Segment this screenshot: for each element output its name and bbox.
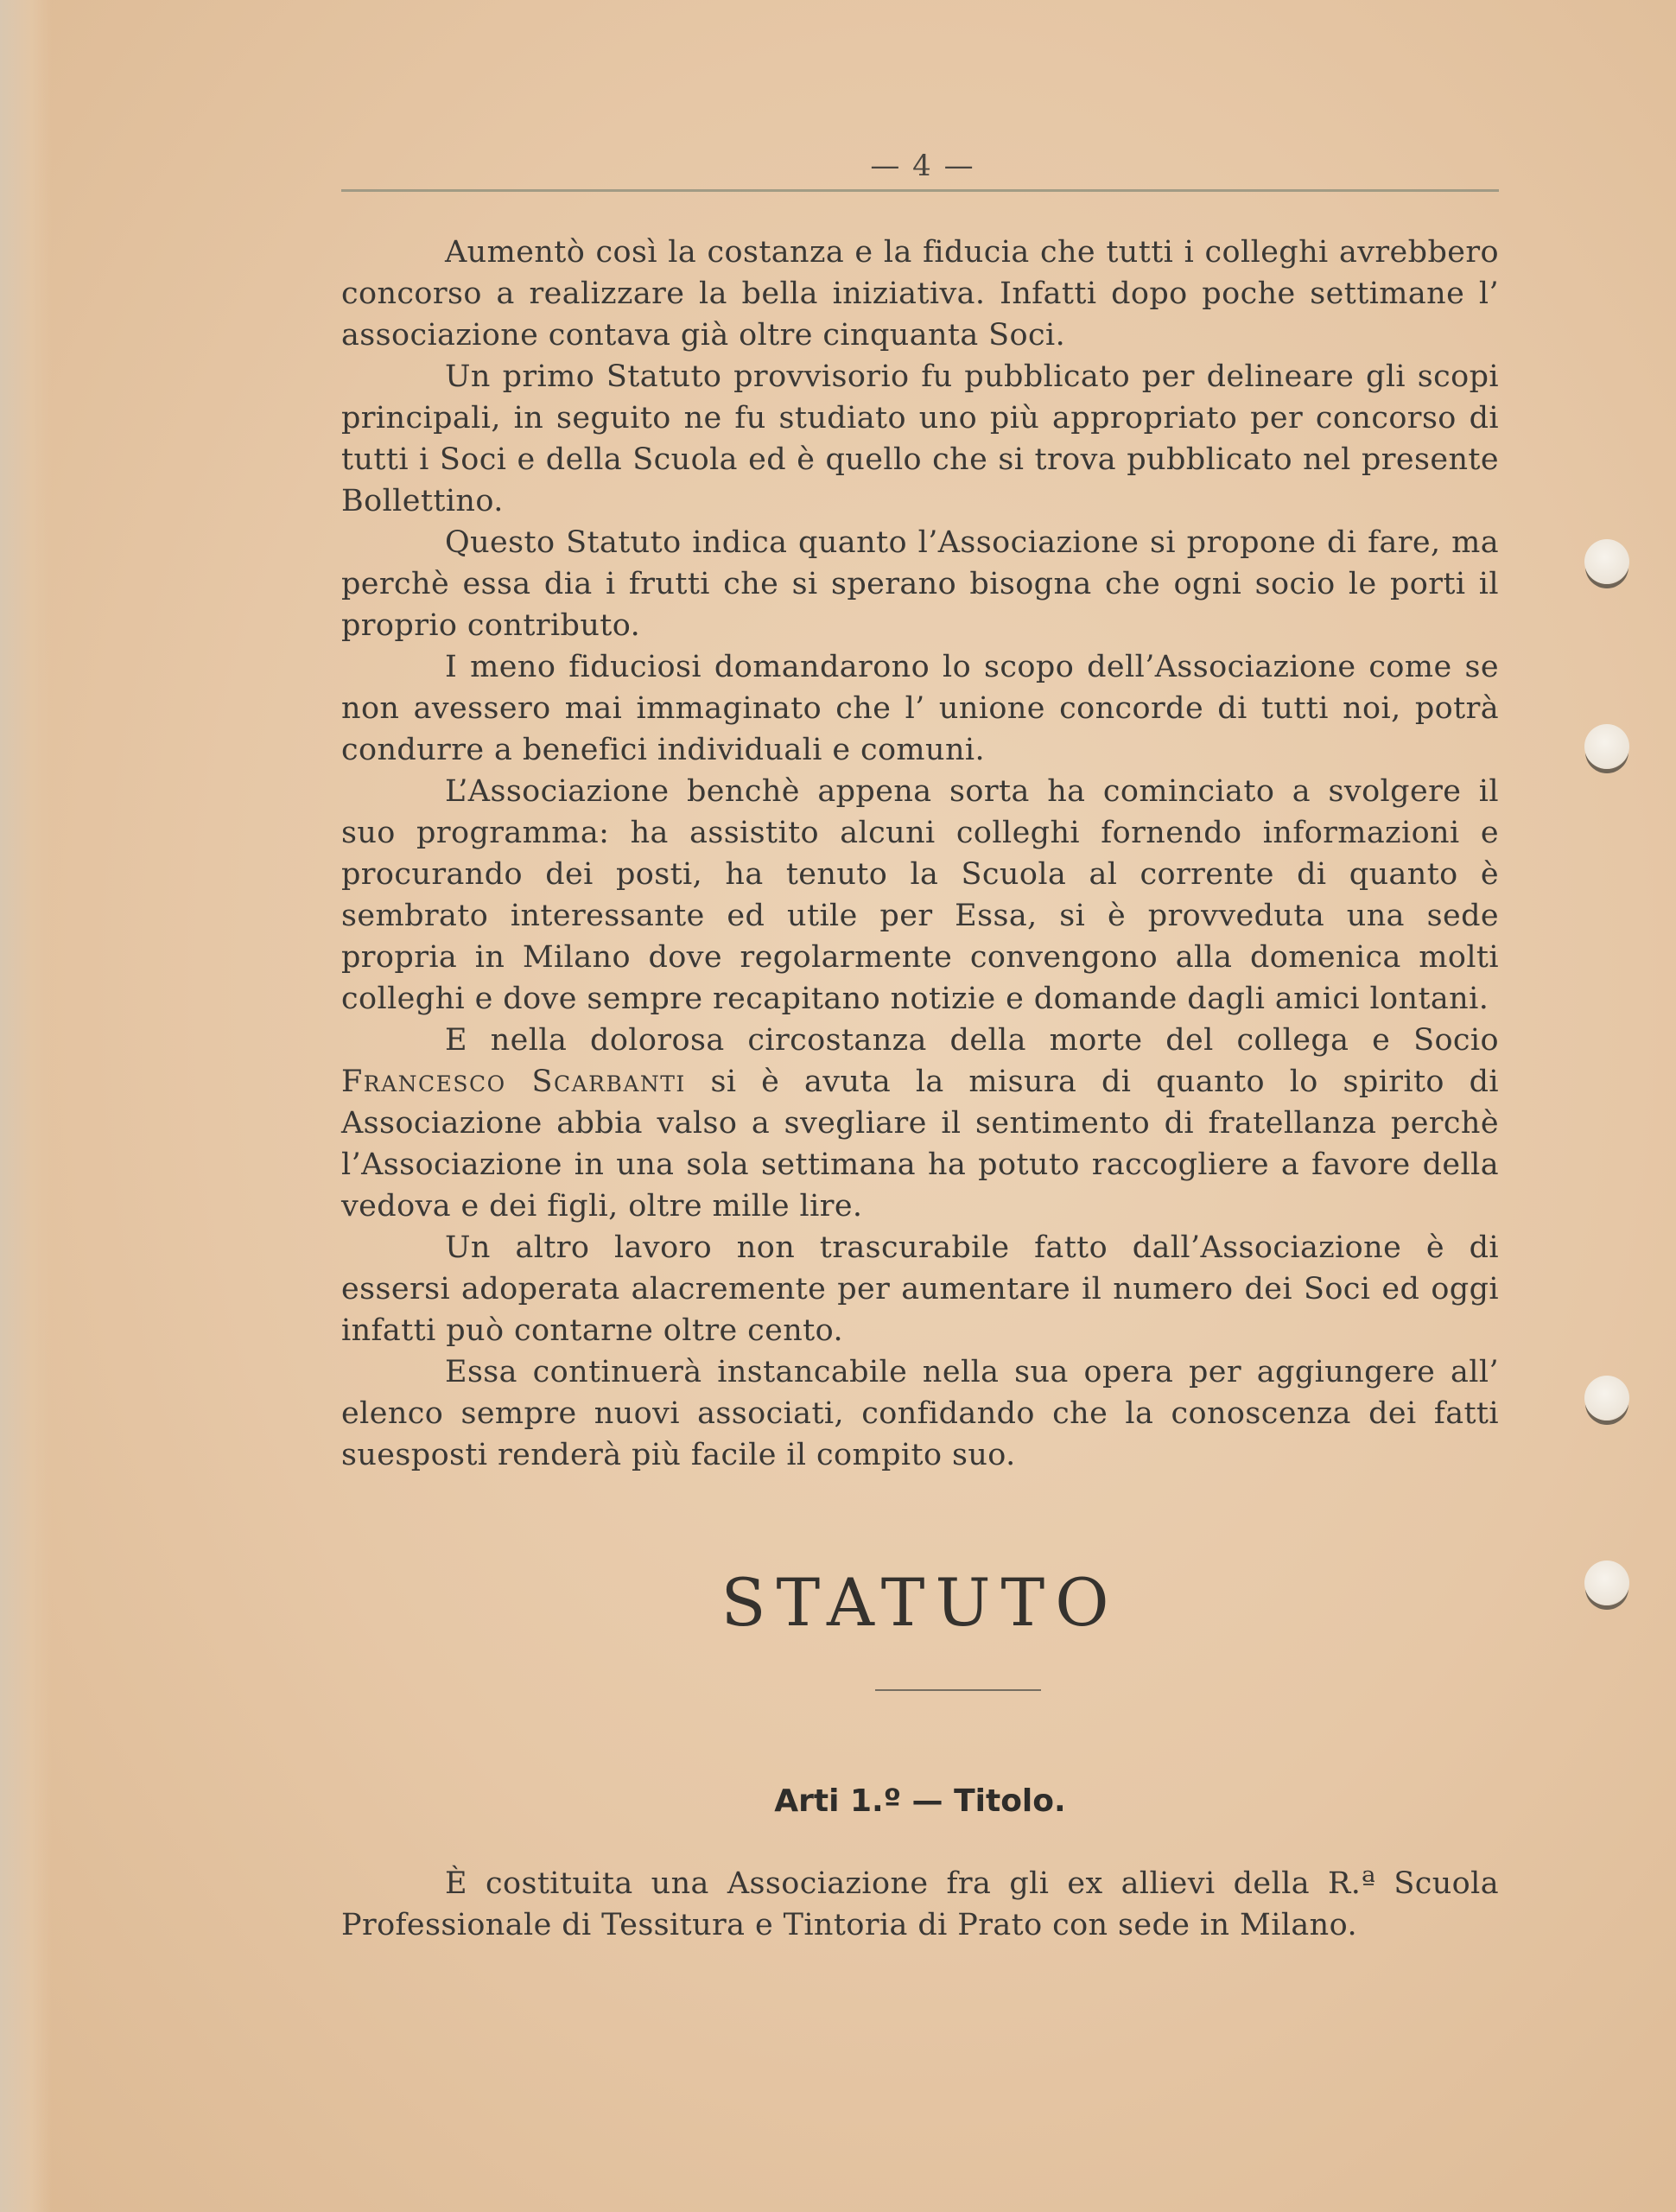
paragraph: Un altro lavoro non trascurabile fatto dall’Associazione è di essersi adoperata alacremente per aumentare il numero dei Soci ed oggi infatti può contarne oltre cento. [341,1230,1499,1348]
paragraph: Questo Statuto indica quanto l’Associazione si propone di fare, ma perchè essa dia i frutti che si sperano bisogna che ogni socio le porti il proprio contributo. [341,525,1499,643]
paragraph: Aumentò così la costanza e la fiducia che tutti i colleghi avrebbero concorso a realizzare la bella iniziativa. Infatti dopo poche settimane l’ associazione contava già oltre cinquanta Soci. [341,235,1499,353]
header-rule [341,189,1499,192]
body-text [341,232,1499,1476]
article-paragraph: È costituita una Associazione fra gli ex allievi della R.ª Scuola Professionale di Tessitura e Tintoria di Prato con sede in Milano. [341,1866,1499,1942]
page-edge [0,0,52,2212]
page-number: — 4 — [870,149,975,183]
punch-hole [1584,1560,1629,1605]
paragraph [341,1020,1499,1227]
punch-hole [1584,539,1629,584]
section-rule [875,1689,1041,1691]
person-name: Francesco Scarbanti [341,1065,686,1099]
paragraph: Un primo Statuto provvisorio fu pubblicato per delineare gli scopi principali, in seguito ne fu studiato uno più appropriato per concorso di tutti i Soci e della Scuola ed è quello che si trova pubblicato nel presente Bollettino. [341,359,1499,518]
paragraph: I meno fiduciosi domandarono lo scopo dell’Associazione come se non avessero mai immaginato che l’ unione concorde di tutti noi, potrà condurre a benefici individuali e comuni. [341,650,1499,767]
article-text [341,1863,1499,1946]
paragraph-text: E nella dolorosa circostanza della morte del collega e Socio [445,1023,1499,1058]
article-heading: Arti 1.º — Titolo. [774,1783,1066,1819]
punch-hole [1584,1376,1629,1421]
punch-hole [1584,724,1629,769]
paragraph: L’Associazione benchè appena sorta ha cominciato a svolgere il suo programma: ha assistito alcuni colleghi fornendo informazioni e procurando dei posti, ha tenuto la Scuola al corrente di quanto è sembrato interessante ed utile per Essa, si è provveduta una sede propria in Milano dove regolarmente convengono alla domenica molti colleghi e dove sempre recapitano notizie e domande dagli amici lontani. [341,774,1499,1016]
section-title: STATUTO [721,1564,1120,1641]
paragraph-text: si è avuta la misura di quanto lo spirito di Associazione abbia valso a svegliare il sentimento di fratellanza perchè l’Associazione in una sola settimana ha potuto raccogliere a favore della vedova e dei figli, oltre mille lire. [341,1065,1499,1224]
paragraph: Essa continuerà instancabile nella sua opera per aggiungere all’ elenco sempre nuovi associati, confidando che la conoscenza dei fatti suesposti renderà più facile il compito suo. [341,1355,1499,1472]
